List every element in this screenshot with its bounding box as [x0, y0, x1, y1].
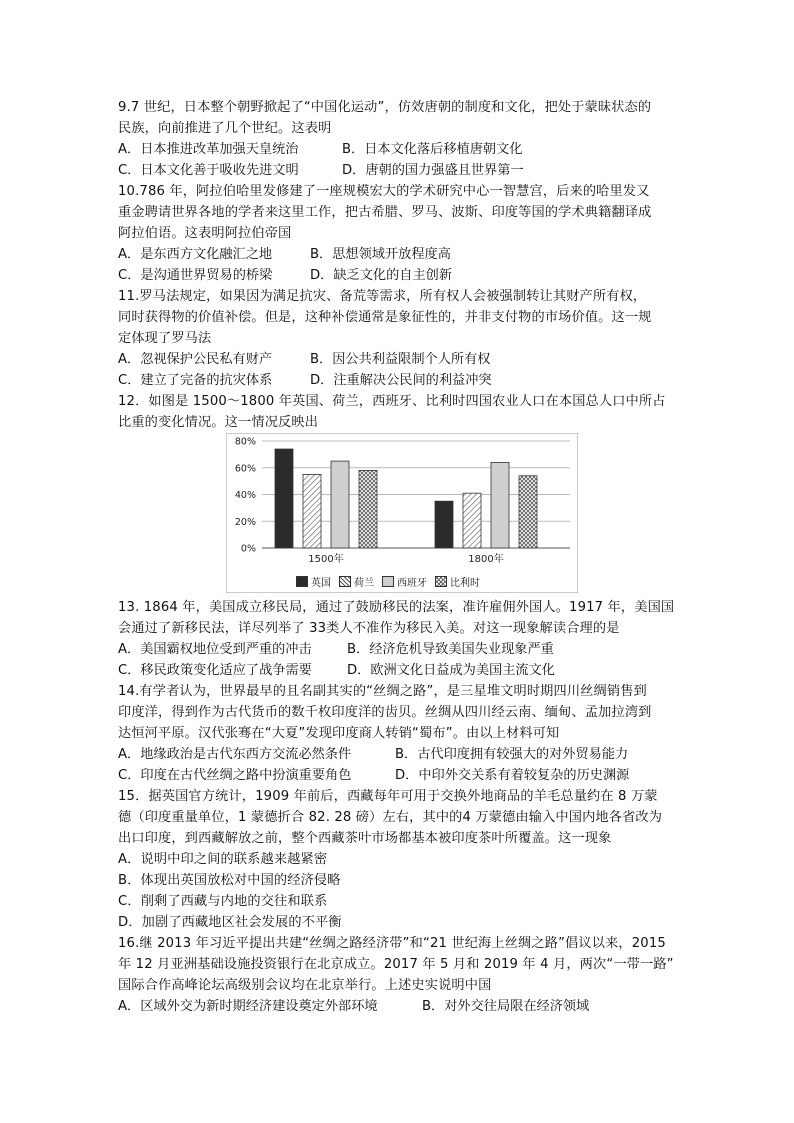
bar [275, 449, 293, 548]
legend-item [382, 574, 427, 589]
x-tick-label: 1500年 [308, 554, 344, 565]
x-tick-label: 1800年 [468, 554, 504, 565]
bar [303, 474, 321, 548]
q10-option-d: D．缺乏文化的自主创新 [310, 268, 453, 283]
bar [435, 501, 453, 548]
legend-label: 比利时 [450, 578, 480, 589]
y-tick-label: 0% [240, 543, 256, 555]
q12-stem-line: 12．如图是 1500～1800 年英国、荷兰，西班牙、比利时四国农业人口在本国总人口中所占 [118, 394, 666, 409]
q13-options-row1 [118, 639, 554, 660]
q15-option-d: D．加剧了西藏地区社会发展的不平衡 [118, 915, 342, 930]
legend-item [435, 574, 480, 589]
q10-option-c: C．是沟通世界贸易的桥梁 [118, 268, 273, 283]
q12-stem-line: 比重的变化情况。这一情况反映出 [118, 415, 319, 430]
bar [331, 461, 349, 548]
q9-options-row1 [118, 139, 522, 160]
q11-option-a: A．忽视保护公民私有财产 [118, 352, 273, 367]
q14-options-row2 [118, 765, 629, 786]
q11-stem-line: 11.罗马法规定，如果因为满足抗灾、备荒等需求，所有权人会被强制转让其财产所有权， [118, 289, 647, 304]
q9-option-c: C．日本文化善于吸收先进文明 [118, 163, 299, 178]
q16-stem-line: 国际合作高峰论坛高级别会议均在北京举行。上述史实说明中国 [118, 978, 492, 993]
q11-option-c: C．建立了完备的抗灾体系 [118, 373, 273, 388]
q16-stem-line: 16.继 2013 年习近平提出共建“丝绸之路经济带”和“21 世纪海上丝绸之路”倡议以来，2015 [118, 936, 666, 951]
q15-stem-line: 出口印度，到西藏解放之前，整个西藏茶叶市场都基本被印度茶叶所覆盖。这一现象 [118, 831, 612, 846]
legend-swatch [382, 576, 394, 587]
q10-stem-line: 阿拉伯语。这表明阿拉伯帝国 [118, 226, 292, 241]
q11-option-d: D．注重解决公民间的利益冲突 [310, 373, 492, 388]
q14-option-a: A．地缘政治是古代东西方交流必然条件 [118, 747, 352, 762]
q13-option-b: B．经济危机导致美国失业现象严重 [347, 642, 554, 657]
chart-legend [296, 574, 488, 590]
q10-option-b: B．思想领域开放程度高 [310, 247, 451, 262]
q15-stem-line: 15．据英国官方统计，1909 年前后，西藏每年可用于交换外地商品的羊毛总量约在 8 万蒙 [118, 789, 658, 804]
q9-options-row2 [118, 160, 524, 181]
q10-options-row2 [118, 265, 452, 286]
q9-option-d: D．唐朝的国力强盛且世界第一 [342, 163, 524, 178]
q11-option-b: B．因公共利益限制个人所有权 [310, 352, 491, 367]
legend-label: 英国 [311, 578, 331, 589]
q9-option-b: B．日本文化落后移植唐朝文化 [342, 142, 523, 157]
q10-stem-line: 重金聘请世界各地的学者来这里工作，把古希腊、罗马、波斯、印度等国的学术典籍翻译成 [118, 205, 652, 220]
q14-stem-line: 印度洋，得到作为古代货币的数千枚印度洋的齿贝。丝绸从四川经云南、缅甸、孟加拉湾到 [118, 705, 652, 720]
y-tick-label: 80% [234, 436, 256, 448]
q11-options-row2 [118, 370, 492, 391]
legend-label: 荷兰 [354, 578, 374, 589]
q15-option-c: C．削剩了西藏与内地的交往和联系 [118, 894, 328, 909]
y-tick-label: 60% [234, 463, 256, 475]
q13-options-row2 [118, 660, 555, 681]
q13-option-d: D．欧洲文化日益成为美国主流文化 [347, 663, 555, 678]
q14-stem-line: 14.有学者认为，世界最早的且名副其实的“丝绸之路”，是三星堆文明时期四川丝绸销售到 [118, 684, 647, 699]
q10-option-a: A．是东西方文化融汇之地 [118, 247, 273, 262]
q13-stem-line: 13. 1864 年，美国成立移民局，通过了鼓励移民的法案，准许雇佣外国人。1917 年，美国国 [118, 600, 675, 615]
q14-option-c: C．印度在古代丝绸之路中扮演重要角色 [118, 768, 352, 783]
bar [359, 470, 377, 548]
q9-stem-line: 9.7 世纪，日本整个朝野掀起了“中国化运动”，仿效唐朝的制度和文化，把处于蒙昧状态的 [118, 100, 652, 115]
legend-swatch [435, 576, 447, 587]
q14-option-b: B．古代印度拥有较强大的对外贸易能力 [395, 747, 629, 762]
y-tick-label: 20% [234, 516, 256, 528]
bar-chart [226, 433, 578, 593]
q11-stem-line: 同时获得物的价值补偿。但是，这种补偿通常是象征性的，并非支付物的市场价值。这一规 [118, 310, 652, 325]
q14-stem-line: 达恒河平原。汉代张骞在“大夏”发现印度商人转销“蜀布”。由以上材料可知 [118, 726, 560, 741]
bar [519, 476, 537, 548]
q9-stem-line: 民族，向前推进了几个世纪。这表明 [118, 121, 332, 136]
q11-stem-line: 定体现了罗马法 [118, 331, 212, 346]
q10-options-row1 [118, 244, 451, 265]
q13-option-a: A．美国霸权地位受到严重的冲击 [118, 642, 312, 657]
q9-option-a: A．日本推进改革加强天皇统治 [118, 142, 299, 157]
legend-swatch [339, 576, 351, 587]
q14-option-d: D．中印外交关系有着较复杂的历史渊源 [395, 768, 630, 783]
legend-label: 西班牙 [397, 578, 427, 589]
q15-option-b: B．体现出英国放松对中国的经济侵略 [118, 873, 341, 888]
q11-options-row1 [118, 349, 490, 370]
q10-stem-line: 10.786 年，阿拉伯哈里发修建了一座规模宏大的学术研究中心一智慧宫，后来的哈里发又 [118, 184, 650, 199]
q16-options-row1 [118, 996, 589, 1017]
q14-options-row1 [118, 744, 628, 765]
q16-option-a: A．区域外交为新时期经济建设奠定外部环境 [118, 999, 378, 1014]
q16-stem-line: 年 12 月亚洲基础设施投资银行在北京成立。2017 年 5 月和 2019 年 4 月，两次“一带一路” [118, 957, 674, 972]
q16-option-b: B．对外交往局限在经济领域 [422, 999, 590, 1014]
legend-swatch [296, 576, 308, 587]
q15-option-a: A．说明中印之间的联系越来越紧密 [118, 852, 328, 867]
q13-stem-line: 会通过了新移民法，详尽列举了 33类人不准作为移民入美。对这一现象解读合理的是 [118, 621, 620, 636]
bar [491, 462, 509, 548]
bar [463, 493, 481, 548]
legend-item [296, 574, 331, 589]
q15-stem-line: 德（印度重量单位，1 蒙德折合 82. 28 磅）左右，其中的4 万蒙德由输入中国内地各省改为 [118, 810, 663, 825]
y-tick-label: 40% [234, 490, 256, 501]
legend-item [339, 574, 374, 589]
q13-option-c: C．移民政策变化适应了战争需要 [118, 663, 312, 678]
